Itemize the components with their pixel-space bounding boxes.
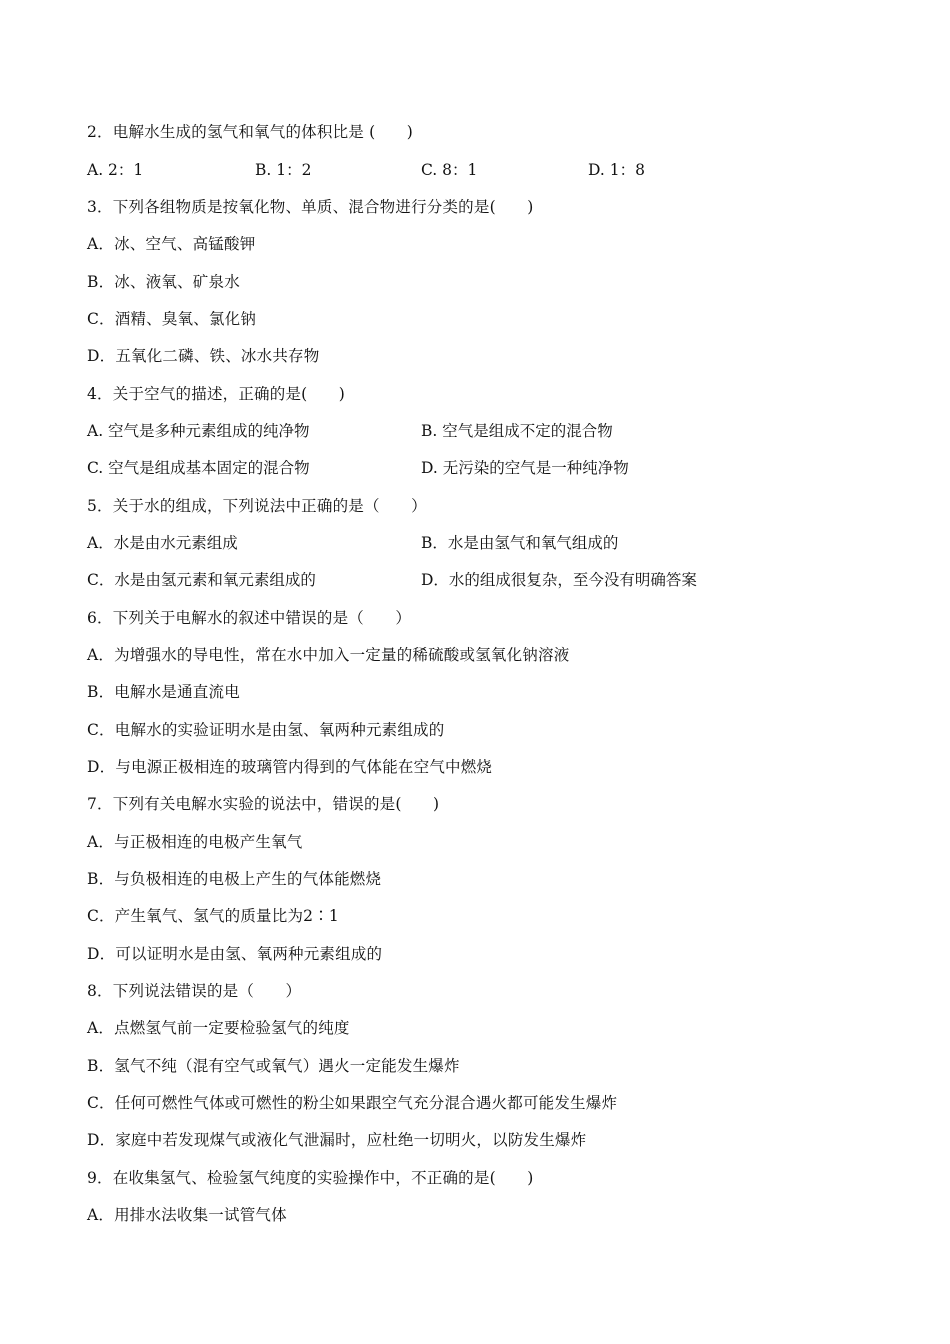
question-3-option-a: A．冰、空气、高锰酸钾 [87, 235, 256, 253]
question-3-option-b: B．冰、液氧、矿泉水 [87, 273, 240, 291]
question-2-option-c: C. 8：1 [421, 161, 478, 179]
question-8-option-d: D．家庭中若发现煤气或液化气泄漏时，应杜绝一切明火，以防发生爆炸 [87, 1131, 587, 1149]
question-2-option-a: A. 2：1 [87, 161, 144, 179]
question-6-option-a: A．为增强水的导电性，常在水中加入一定量的稀硫酸或氢氧化钠溶液 [87, 646, 570, 664]
question-4-option-a: A. 空气是多种元素组成的纯净物 [87, 422, 310, 440]
question-4-option-d: D. 无污染的空气是一种纯净物 [421, 459, 629, 477]
question-4-option-b: B. 空气是组成不定的混合物 [421, 422, 613, 440]
question-5-option-a: A．水是由水元素组成 [87, 534, 238, 552]
question-4-option-c: C. 空气是组成基本固定的混合物 [87, 459, 310, 477]
question-7-option-c: C．产生氧气、氢气的质量比为2∶1 [87, 907, 339, 925]
question-3-option-d: D．五氧化二磷、铁、冰水共存物 [87, 347, 320, 365]
question-6-option-b: B．电解水是通直流电 [87, 683, 240, 701]
question-8-option-a: A．点燃氢气前一定要检验氢气的纯度 [87, 1019, 350, 1037]
question-5-option-d: D．水的组成很复杂，至今没有明确答案 [421, 571, 697, 589]
question-5-stem: 5．关于水的组成，下列说法中正确的是（ ） [87, 497, 427, 515]
question-3-option-c: C．酒精、臭氧、氯化钠 [87, 310, 257, 328]
question-9-option-a: A．用排水法收集一试管气体 [87, 1206, 287, 1224]
question-2-option-d: D. 1：8 [588, 161, 645, 179]
question-7-option-d: D．可以证明水是由氢、氧两种元素组成的 [87, 945, 383, 963]
question-3-stem: 3．下列各组物质是按氧化物、单质、混合物进行分类的是( ) [87, 198, 534, 216]
question-8-option-b: B．氢气不纯（混有空气或氧气）遇火一定能发生爆炸 [87, 1057, 460, 1075]
question-8-option-c: C．任何可燃性气体或可燃性的粉尘如果跟空气充分混合遇火都可能发生爆炸 [87, 1094, 618, 1112]
question-8-stem: 8．下列说法错误的是（ ） [87, 982, 302, 1000]
question-7-option-b: B．与负极相连的电极上产生的气体能燃烧 [87, 870, 382, 888]
question-6-stem: 6．下列关于电解水的叙述中错误的是（ ） [87, 609, 412, 627]
question-7-option-a: A．与正极相连的电极产生氧气 [87, 833, 303, 851]
question-2-option-b: B. 1：2 [255, 161, 312, 179]
question-5-option-c: C．水是由氢元素和氧元素组成的 [87, 571, 316, 589]
question-4-stem: 4．关于空气的描述，正确的是( ) [87, 385, 346, 403]
question-9-stem: 9．在收集氢气、检验氢气纯度的实验操作中，不正确的是( ) [87, 1169, 534, 1187]
question-6-option-c: C．电解水的实验证明水是由氢、氧两种元素组成的 [87, 721, 445, 739]
question-2-stem: 2．电解水生成的氢气和氧气的体积比是 ( ) [87, 123, 413, 141]
question-6-option-d: D．与电源正极相连的玻璃管内得到的气体能在空气中燃烧 [87, 758, 493, 776]
question-5-option-b: B．水是由氢气和氧气组成的 [421, 534, 619, 552]
question-7-stem: 7．下列有关电解水实验的说法中，错误的是( ) [87, 795, 440, 813]
